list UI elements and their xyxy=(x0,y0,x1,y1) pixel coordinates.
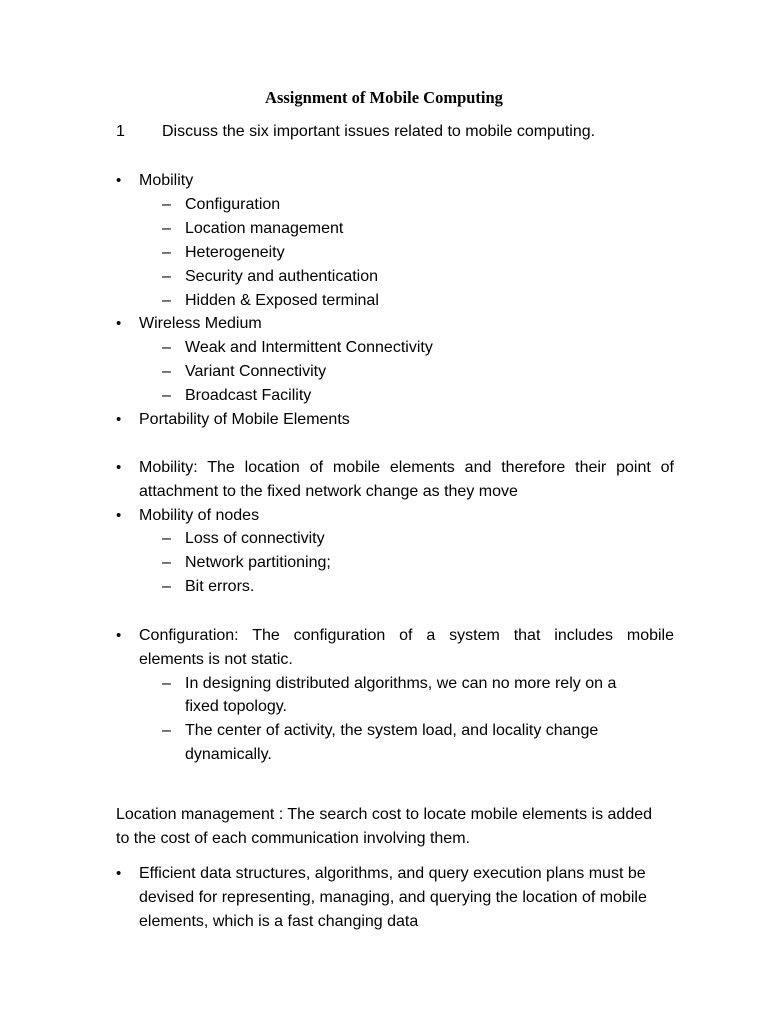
bullet-wireless: • xyxy=(116,315,122,332)
bullet-efficient: • xyxy=(116,865,122,882)
bullet-mobility-def: • xyxy=(116,459,122,476)
location-line1: Location management : The search cost to locate mobile elements is added xyxy=(116,806,653,823)
efficient-line3: elements, which is a fast changing data xyxy=(139,913,419,930)
configuration-text-1: Configuration: The configuration of a system that includes mobile xyxy=(139,627,674,644)
bullet-configuration: • xyxy=(116,627,122,644)
bullet-portability: • xyxy=(116,411,122,428)
list-item-mobility: Mobility xyxy=(139,172,194,189)
bullet-mobility: • xyxy=(116,172,122,189)
list-item-nodes: Mobility of nodes xyxy=(139,507,260,524)
dash: – xyxy=(162,530,171,547)
efficient-line1: Efficient data structures, algorithms, and query execution plans must be xyxy=(139,865,646,882)
dash: – xyxy=(162,363,171,380)
configuration-line2: elements is not static. xyxy=(139,651,293,668)
mobility-def-text-1: Mobility: The location of mobile elements and therefore their point of xyxy=(139,459,674,476)
dash: – xyxy=(162,196,171,213)
mobility-def-line2: attachment to the fixed network change as they move xyxy=(139,483,518,500)
config-sub1-line2: fixed topology. xyxy=(185,698,287,715)
location-line2: to the cost of each communication involving them. xyxy=(116,830,470,847)
dash: – xyxy=(162,675,171,692)
dash: – xyxy=(162,387,171,404)
sub-item: Loss of connectivity xyxy=(185,530,325,547)
dash: – xyxy=(162,292,171,309)
config-sub1-line1: In designing distributed algorithms, we can no more rely on a xyxy=(185,675,617,692)
sub-item: Security and authentication xyxy=(185,268,379,285)
sub-item: Variant Connectivity xyxy=(185,363,327,380)
question-number: 1 xyxy=(116,123,125,140)
list-item-portability: Portability of Mobile Elements xyxy=(139,411,350,428)
sub-item: Location management xyxy=(185,220,344,237)
document-title: Assignment of Mobile Computing xyxy=(265,88,503,107)
sub-item: Broadcast Facility xyxy=(185,387,312,404)
sub-item: Hidden & Exposed terminal xyxy=(185,292,379,309)
config-sub2-line2: dynamically. xyxy=(185,746,272,763)
bullet-nodes: • xyxy=(116,507,122,524)
dash: – xyxy=(162,578,171,595)
sub-item: Network partitioning; xyxy=(185,554,331,571)
dash: – xyxy=(162,722,171,739)
configuration-line1 xyxy=(139,624,674,648)
config-sub2-line1: The center of activity, the system load, and locality change xyxy=(185,722,599,739)
list-item-wireless: Wireless Medium xyxy=(139,315,262,332)
sub-item: Heterogeneity xyxy=(185,244,285,261)
dash: – xyxy=(162,244,171,261)
sub-item: Configuration xyxy=(185,196,281,213)
dash: – xyxy=(162,339,171,356)
dash: – xyxy=(162,268,171,285)
dash: – xyxy=(162,554,171,571)
sub-item: Weak and Intermittent Connectivity xyxy=(185,339,433,356)
efficient-line2: devised for representing, managing, and querying the location of mobile xyxy=(139,889,647,906)
mobility-def-line1 xyxy=(139,456,674,480)
dash: – xyxy=(162,220,171,237)
question-text: Discuss the six important issues related to mobile computing. xyxy=(162,123,596,140)
sub-item: Bit errors. xyxy=(185,578,255,595)
